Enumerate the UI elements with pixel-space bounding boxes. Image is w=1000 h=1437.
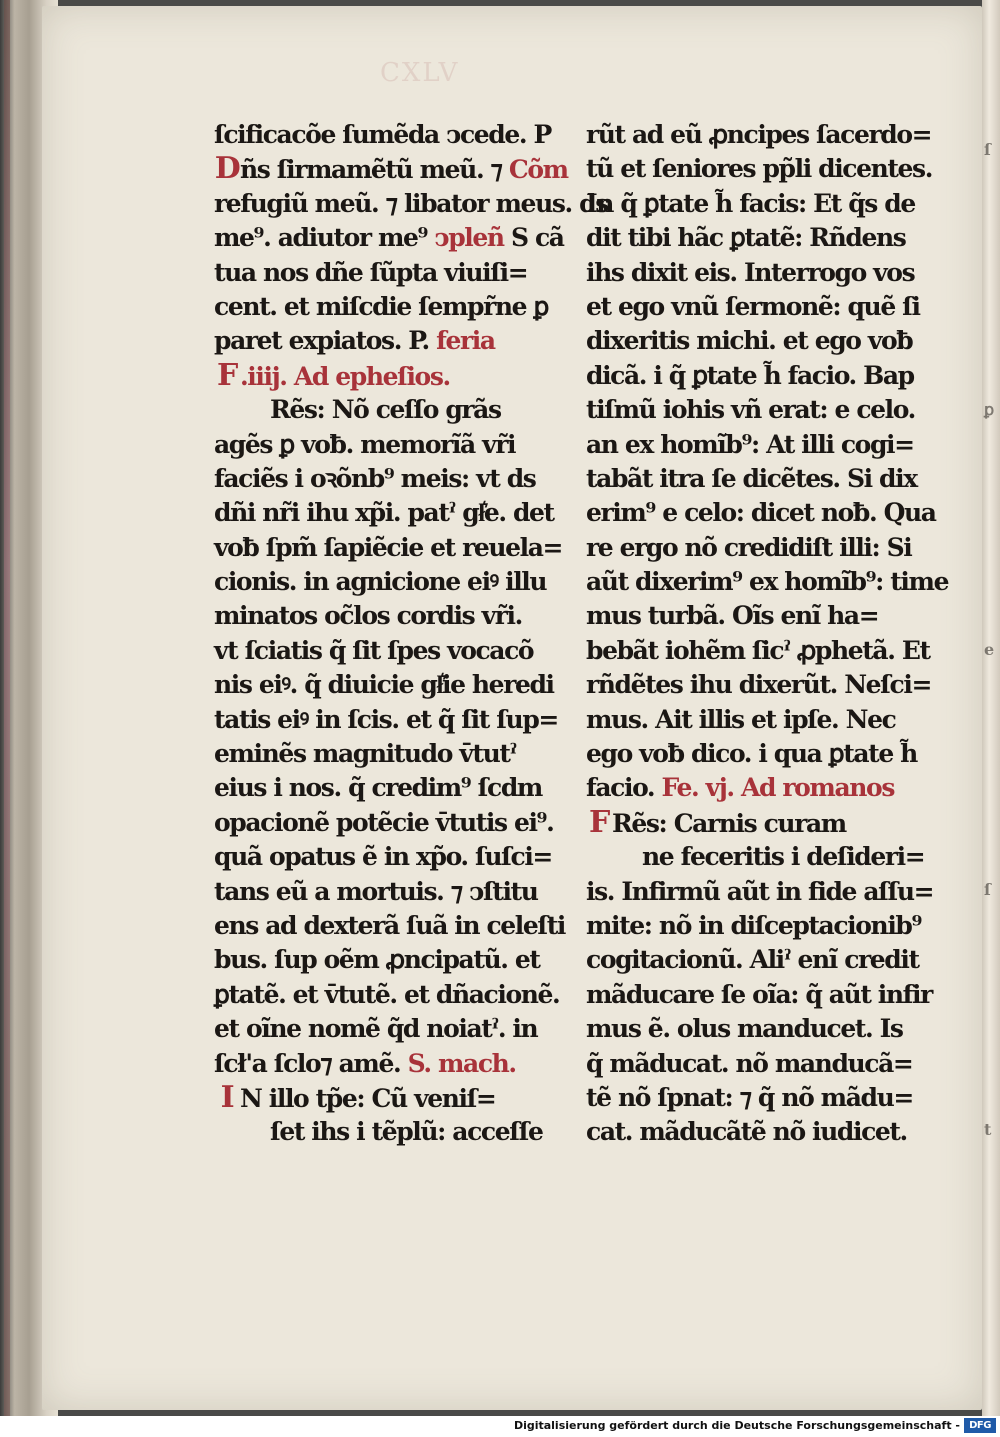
page-right-edge xyxy=(982,0,1000,1416)
line-text: tans eũ a mortuis. ⁊ ↄſtitu xyxy=(214,876,538,906)
line-text: erim⁹ e celo: dicet noƀ. Qua xyxy=(586,498,936,528)
text-line xyxy=(214,324,544,358)
line-text: me⁹. adiutor me⁹ xyxy=(214,223,435,253)
text-line xyxy=(214,531,563,565)
text-line xyxy=(214,806,554,840)
line-text: ꝑtatẽ. et v̄tutẽ. et dñacionẽ. xyxy=(214,979,560,1009)
rubric-text: S. mach. xyxy=(407,1048,516,1078)
text-line xyxy=(214,359,544,393)
line-text: ne feceritis i deſideri= xyxy=(642,842,925,872)
text-line xyxy=(214,393,544,427)
line-text: vt ſciatis q̃ ſit ſpes vocacõ xyxy=(214,635,534,665)
text-line xyxy=(214,703,558,737)
text-line xyxy=(586,703,916,737)
bleed-through-mark: ſ xyxy=(984,140,991,159)
line-text: ſet ihs i tẽplũ: acceſſe xyxy=(270,1117,543,1147)
line-text: quã opatus ẽ in xp̃o. ſuſci= xyxy=(214,842,552,872)
text-line xyxy=(586,1115,916,1149)
rubricated-initial: I xyxy=(220,1079,234,1115)
text-line xyxy=(214,668,554,702)
text-line xyxy=(214,599,544,633)
line-text: dit tibi hãc ꝑtatẽ: Rñdens xyxy=(586,223,906,253)
text-line xyxy=(214,1012,544,1046)
line-text: tatis eiꝰ in ſcis. et q̃ ſit ſup= xyxy=(214,704,558,734)
bleed-through-mark: ſ xyxy=(984,880,991,899)
line-text: eminẽs magnitudo v̄tutˀ xyxy=(214,739,516,769)
line-text: faciẽs i oꝛõnb⁹ meis: vt ds xyxy=(214,463,536,493)
text-line xyxy=(214,1081,544,1115)
text-line xyxy=(214,943,544,977)
line-text: cent. et miſcdie ſempr̃ne ꝑ xyxy=(214,291,548,321)
text-line xyxy=(586,256,916,290)
text-line xyxy=(214,565,547,599)
text-line xyxy=(586,840,925,874)
text-line xyxy=(586,943,919,977)
text-line xyxy=(586,118,932,152)
rubricated-initial: F xyxy=(589,804,609,840)
text-line xyxy=(586,1047,916,1081)
rubricated-initial: D xyxy=(214,151,240,187)
text-line xyxy=(586,290,920,324)
right-text-column xyxy=(586,118,949,1150)
line-text: rñdẽtes ihu dixerũt. Neſci= xyxy=(586,670,931,700)
text-line xyxy=(214,840,552,874)
line-text: tẽ nõ ſpnat: ⁊ q̃ nõ mãdu= xyxy=(586,1082,913,1112)
rubricated-initial: F xyxy=(217,357,237,393)
text-line xyxy=(586,1081,916,1115)
text-line xyxy=(214,1115,544,1149)
line-text: ſcificacõe ſumẽda ↄcede. P xyxy=(214,120,551,149)
text-line xyxy=(214,978,560,1012)
text-line xyxy=(214,875,544,909)
line-text: bebãt iohẽm ſicˀ ꝓphetã. Et xyxy=(586,635,930,665)
line-text: tua nos dñe ſũpta viuiſi= xyxy=(214,257,528,287)
line-text: dñi nr̃i ihu xp̃i. patˀ gł͛e. det xyxy=(214,498,554,528)
text-line xyxy=(586,599,916,633)
line-text: et oĩne nomẽ q̃d noiatˀ. in xyxy=(214,1014,538,1044)
text-line xyxy=(586,152,933,186)
rubric-text: feria xyxy=(436,326,495,356)
bleed-through-mark: ꝑ xyxy=(984,400,995,419)
text-line xyxy=(214,118,551,152)
rubric-text: .iiij. Ad epheſios. xyxy=(240,361,450,391)
text-line xyxy=(586,909,922,943)
line-text: q̃ mãducat. nõ manducã= xyxy=(586,1048,913,1078)
line-text: cogitacionũ. Aliˀ enĩ credit xyxy=(586,945,919,975)
line-text: dixeritis michi. et ego voƀ xyxy=(586,326,913,356)
text-line xyxy=(214,496,554,530)
text-line xyxy=(214,737,544,771)
text-line xyxy=(214,290,548,324)
line-text: mãducare ſe oĩa: q̃ aũt infir xyxy=(586,979,932,1009)
text-line xyxy=(586,428,916,462)
rubric-text: ↄpleñ xyxy=(434,223,504,253)
line-text: tũ et ſeniores pp̃li dicentes. xyxy=(586,154,933,184)
line-text: ñs ſirmamẽtũ meũ. ⁊ xyxy=(240,155,509,185)
text-line xyxy=(586,978,932,1012)
folio-number: CXLV xyxy=(380,58,460,88)
line-text: Rẽs: Carnis curam xyxy=(612,808,846,838)
text-line xyxy=(214,428,544,462)
text-line xyxy=(214,909,566,943)
rubric-text: Fe. vj. Ad romanos xyxy=(661,773,894,803)
text-line xyxy=(586,875,934,909)
line-text: ens ad dexterã ſuã in celeſti xyxy=(214,910,566,940)
line-text: ego voƀ dico. i qua ꝑtate h̃ xyxy=(586,739,917,769)
line-text: re ergo nõ credidiſt illi: Si xyxy=(586,532,912,562)
line-text-tail: S cã xyxy=(503,223,564,253)
line-text: ſcł'a ſclo⁊ amẽ. xyxy=(214,1048,408,1078)
line-text: mus. Ait illis et ipſe. Nec xyxy=(586,704,896,734)
text-line xyxy=(586,324,916,358)
funding-credit: Digitalisierung gefördert durch die Deutsche Forschungsgemeinschaft - xyxy=(513,1419,960,1432)
line-text: eius i nos. q̃ credim⁹ ſcdm xyxy=(214,773,542,803)
line-text: nis eiꝰ. q̃ diuicie gł͛ie heredi xyxy=(214,670,554,700)
text-line xyxy=(586,496,936,530)
text-line xyxy=(214,462,544,496)
text-line xyxy=(214,1047,544,1081)
line-text: rũt ad eũ ꝓncipes ſacerdo= xyxy=(586,120,932,149)
dfg-logo: DFG xyxy=(964,1418,996,1433)
text-line xyxy=(586,771,916,805)
line-text: In q̃ ꝑtate h̃ facis: Et q̃s de xyxy=(586,188,915,218)
line-text: facio. xyxy=(586,773,662,803)
line-text: an ex homĩb⁹: At illi cogi= xyxy=(586,429,914,459)
line-text: cionis. in agnicione eiꝰ illu xyxy=(214,567,547,597)
line-text: minatos oc̃los cordis vr̃i. xyxy=(214,601,522,631)
line-text: voƀ ſpm̃ ſapiẽcie et reuela= xyxy=(214,532,563,562)
text-line xyxy=(214,221,564,255)
rubric-text: Cõm xyxy=(508,155,568,185)
text-line xyxy=(586,187,916,221)
line-text: bus. ſup oẽm ꝓncipatũ. et xyxy=(214,945,540,975)
line-text: paret expiatos. P. xyxy=(214,326,437,356)
text-line xyxy=(586,221,916,255)
left-text-column xyxy=(214,118,608,1150)
text-line xyxy=(586,531,916,565)
text-line xyxy=(586,462,916,496)
text-line xyxy=(586,634,930,668)
line-text: tiſmũ iohis vñ erat: e celo. xyxy=(586,395,915,425)
line-text: cat. mãducãtẽ nõ iudicet. xyxy=(586,1117,907,1147)
line-text: opacionẽ potẽcie v̄tutis ei⁹. xyxy=(214,807,554,837)
line-text: mus ẽ. olus manducet. Is xyxy=(586,1014,903,1044)
text-line xyxy=(586,359,916,393)
bleed-through-mark: e xyxy=(984,640,995,659)
text-line xyxy=(586,737,916,771)
text-line xyxy=(586,565,949,599)
line-text: tabãt itra ſe dicẽtes. Si dix xyxy=(586,463,917,493)
text-line xyxy=(214,256,544,290)
text-line xyxy=(586,806,916,840)
text-line xyxy=(586,668,931,702)
line-text: mite: nõ in diſceptacionib⁹ xyxy=(586,910,922,940)
line-text: ihs dixit eis. Interrogo vos xyxy=(586,257,915,287)
bleed-through-mark: t xyxy=(984,1120,992,1139)
text-line xyxy=(586,393,916,427)
line-text: N illo tp̃e: Cũ veniſ= xyxy=(240,1083,496,1113)
line-text: refugiũ meũ. ⁊ libator meus. ds xyxy=(214,188,608,218)
text-line xyxy=(214,187,608,221)
text-line xyxy=(214,151,568,187)
line-text: is. Infirmũ aũt in fide aſſu= xyxy=(586,876,934,906)
line-text: Rẽs: Nõ ceſſo grãs xyxy=(270,395,501,425)
line-text: mus turbã. Oĩs enĩ ha= xyxy=(586,601,879,631)
text-line xyxy=(214,771,544,805)
line-text: agẽs ꝑ voƀ. memorĩã vr̃i xyxy=(214,429,516,459)
line-text: aũt dixerim⁹ ex homĩb⁹: time xyxy=(586,567,949,597)
line-text: et ego vnũ ſermonẽ: quẽ ſi xyxy=(586,291,920,321)
text-line xyxy=(214,634,544,668)
text-line xyxy=(586,1012,916,1046)
line-text: dicã. i q̃ ꝑtate h̃ facio. Bap xyxy=(586,360,914,390)
